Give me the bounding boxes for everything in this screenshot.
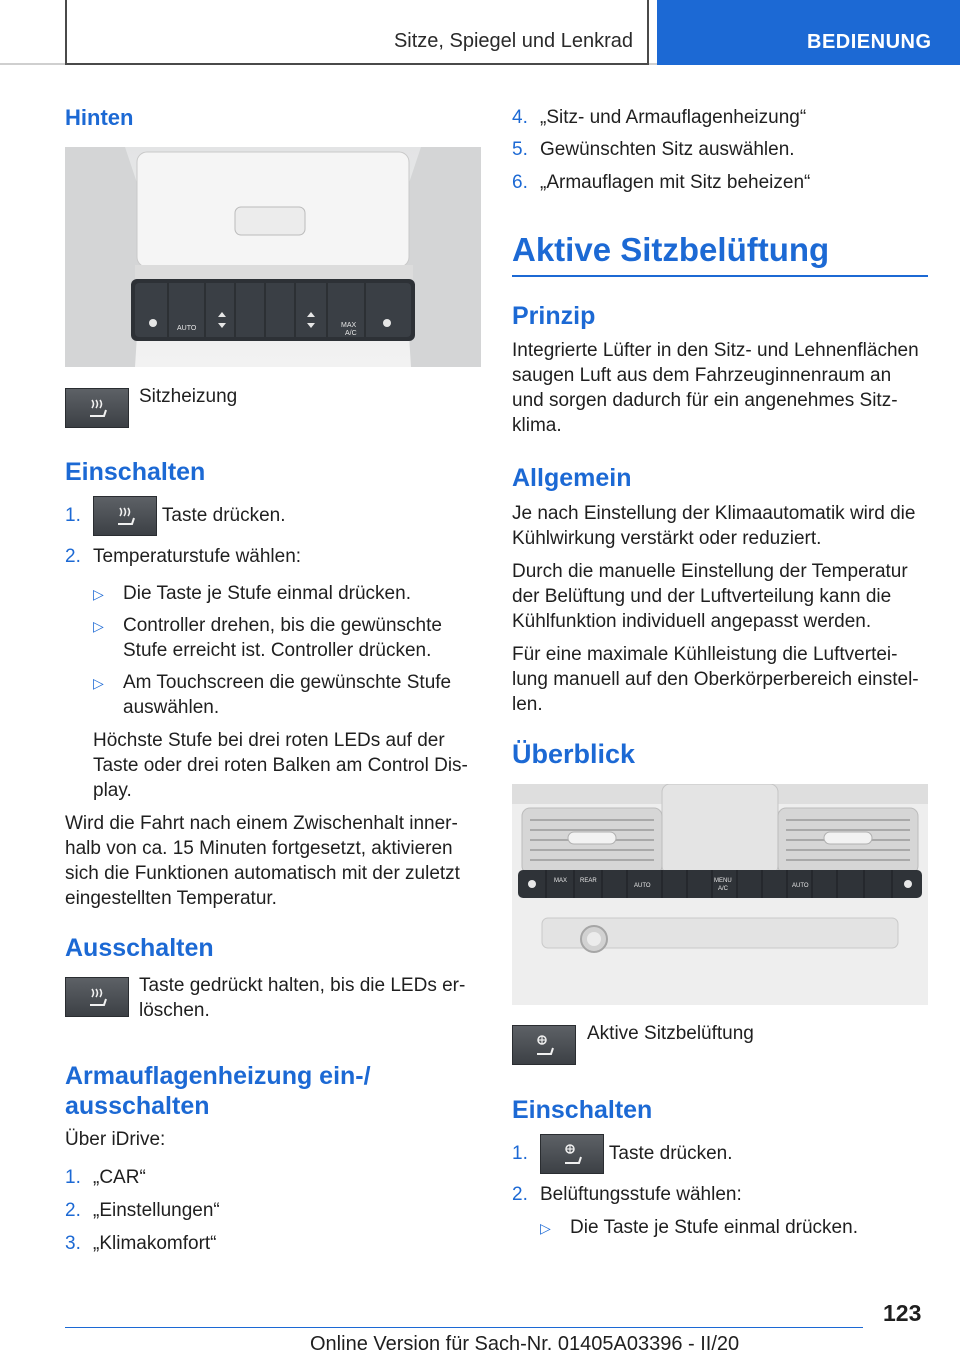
step-2-text: Temperaturstufe wählen: <box>93 546 302 567</box>
step-2 <box>65 544 301 569</box>
seat-ventilation-icon <box>512 1025 576 1065</box>
front-panel-max: MAX <box>554 878 568 884</box>
page-number: 123 <box>883 1300 922 1326</box>
front-climate-photo <box>512 784 928 1005</box>
seat-ventilation-button-icon <box>540 1134 604 1174</box>
idrive-step-6-num: 6. <box>512 172 528 193</box>
caption-sitzheizung: Sitzheizung <box>139 386 238 407</box>
bullet-triangle-icon: ▷ <box>540 1220 551 1236</box>
bullet-3-text-b: auswählen. <box>123 697 220 718</box>
idrive-step-1-num: 1. <box>65 1167 81 1188</box>
right-step-1-num: 1. <box>512 1143 528 1165</box>
bullet-1-text: Die Taste je Stufe einmal drücken. <box>123 583 411 604</box>
header-chapter-tab <box>657 0 960 65</box>
off-icon-row <box>65 977 129 1017</box>
idrive-step-1 <box>65 1165 146 1190</box>
idrive-step-2 <box>65 1198 220 1223</box>
right-bullet-1 <box>540 1215 858 1241</box>
heading-einschalten: Einschalten <box>65 458 206 486</box>
bullet-triangle-icon: ▷ <box>93 618 104 634</box>
front-climate-illustration <box>512 784 928 1005</box>
header-section-tab <box>65 0 649 65</box>
allg3-b: lung manuell auf den Oberkörperbereich einstel- <box>512 669 919 690</box>
online-version-text: Online Version für Sach-Nr. 01405A03396 - II/20 <box>310 1333 740 1355</box>
ueber-idrive: Über iDrive: <box>65 1129 166 1150</box>
heading-ausschalten: Ausschalten <box>65 934 214 962</box>
allg1-b: Kühlwirkung verstärkt oder reduziert. <box>512 528 822 549</box>
off-text-b: löschen. <box>139 1000 210 1021</box>
allg2-b: der Belüftung und der Luftverteilung kann die <box>512 586 892 607</box>
footer-rule <box>65 1327 863 1328</box>
idrive-step-5-num: 5. <box>512 139 528 160</box>
para-line-a: Wird die Fahrt nach einem Zwischenhalt inner- <box>65 813 458 834</box>
front-panel-auto-right: AUTO <box>792 883 809 889</box>
note-line-a: Höchste Stufe bei drei roten LEDs auf der <box>93 730 445 751</box>
panel-auto: AUTO <box>177 325 197 332</box>
panel-ac: A/C <box>345 330 357 337</box>
bullet-1 <box>93 581 411 607</box>
idrive-step-5 <box>512 137 795 162</box>
vent-caption-row <box>512 1025 576 1065</box>
seat-heating-icon <box>65 388 129 428</box>
idrive-step-4-text: „Sitz- und Armauflagenheizung“ <box>540 107 807 128</box>
heading-hinten: Hinten <box>65 105 134 130</box>
header-section-title: Sitze, Spiegel und Lenkrad <box>393 30 633 52</box>
step-1-num: 1. <box>65 505 81 527</box>
para-line-c: sich die Funktionen automatisch mit der zuletzt <box>65 863 460 884</box>
prinzip-a: Integrierte Lüfter in den Sitz- und Lehnenflächen <box>512 340 919 361</box>
idrive-step-2-text: „Einstellungen“ <box>93 1200 220 1221</box>
bullet-triangle-icon: ▷ <box>93 675 104 691</box>
heading-arm-b: ausschalten <box>65 1092 210 1120</box>
right-bullet-1-text: Die Taste je Stufe einmal drücken. <box>570 1217 858 1238</box>
bullet-2-text-b: Stufe erreicht ist. Controller drücken. <box>123 640 432 661</box>
note-line-b: Taste oder drei roten Balken am Control Dis- <box>93 755 468 776</box>
heading-arm-a: Armauflagenheizung ein-/ <box>65 1062 371 1090</box>
front-panel-menu: MENU <box>714 878 732 884</box>
header-chapter-title: BEDIENUNG <box>807 31 932 53</box>
allg3-a: Für eine maximale Kühlleistung die Luftvertei- <box>512 644 898 665</box>
front-panel-ac: A/C <box>718 886 729 892</box>
idrive-step-1-text: „CAR“ <box>93 1167 146 1188</box>
idrive-step-3 <box>65 1231 217 1256</box>
seat-heating-off-icon <box>65 977 129 1017</box>
para-line-d: eingestellten Temperatur. <box>65 888 277 909</box>
bullet-3 <box>93 670 451 696</box>
right-step-2 <box>512 1182 742 1207</box>
allg3-c: len. <box>512 694 543 715</box>
idrive-step-4-num: 4. <box>512 107 528 128</box>
allg2-c: Kühlfunktion individuell angepasst werden. <box>512 611 872 632</box>
right-step-2-num: 2. <box>512 1184 528 1205</box>
heading-aktive-sitzbelueftung: Aktive Sitzbelüftung <box>512 231 928 277</box>
idrive-step-2-num: 2. <box>65 1200 81 1221</box>
rear-climate-illustration <box>65 147 481 367</box>
rear-climate-photo <box>65 147 481 367</box>
idrive-step-5-text: Gewünschten Sitz auswählen. <box>540 139 795 160</box>
bullet-triangle-icon: ▷ <box>93 586 104 602</box>
heading-einschalten-right: Einschalten <box>512 1096 653 1124</box>
step-2-num: 2. <box>65 546 81 567</box>
front-panel-auto-left: AUTO <box>634 883 651 889</box>
allg2-a: Durch die manuelle Einstellung der Temperatur <box>512 561 908 582</box>
prinzip-c: und sorgen dadurch für ein angenehmes Sitz- <box>512 390 898 411</box>
bullet-2 <box>93 613 442 639</box>
idrive-step-3-text: „Klimakomfort“ <box>93 1233 217 1254</box>
idrive-step-6-text: „Armauflagen mit Sitz beheizen“ <box>540 172 811 193</box>
prinzip-b: saugen Luft aus dem Fahrzeuginnenraum an <box>512 365 892 386</box>
allg1-a: Je nach Einstellung der Klimaautomatik wird die <box>512 503 916 524</box>
panel-max: MAX <box>341 322 357 329</box>
idrive-step-3-num: 3. <box>65 1233 81 1254</box>
right-step-1 <box>512 1134 928 1174</box>
idrive-step-6 <box>512 170 810 195</box>
right-step-1-text: Taste drücken. <box>604 1143 733 1165</box>
bullet-3-text-a: Am Touchscreen die gewünschte Stufe <box>123 672 452 693</box>
heading-allgemein: Allgemein <box>512 464 632 492</box>
front-panel-rear: REAR <box>580 878 597 884</box>
bullet-2-text-a: Controller drehen, bis die gewünschte <box>123 615 442 636</box>
caption-aktive-sitzbelueftung: Aktive Sitzbelüftung <box>587 1023 754 1044</box>
heading-prinzip: Prinzip <box>512 302 596 330</box>
para-line-b: halb von ca. 15 Minuten fortgesetzt, aktivieren <box>65 838 453 859</box>
step-1-text: Taste drücken. <box>157 505 286 527</box>
idrive-step-4 <box>512 105 806 130</box>
right-step-2-text: Belüftungsstufe wählen: <box>540 1184 742 1205</box>
step-1 <box>65 496 483 536</box>
prinzip-d: klima. <box>512 415 562 436</box>
heading-ueberblick: Überblick <box>512 739 636 769</box>
seat-heating-button-icon <box>93 496 157 536</box>
note-line-c: play. <box>93 780 132 801</box>
off-text-a: Taste gedrückt halten, bis die LEDs er- <box>139 975 466 996</box>
seat-heating-caption-row <box>65 388 129 428</box>
